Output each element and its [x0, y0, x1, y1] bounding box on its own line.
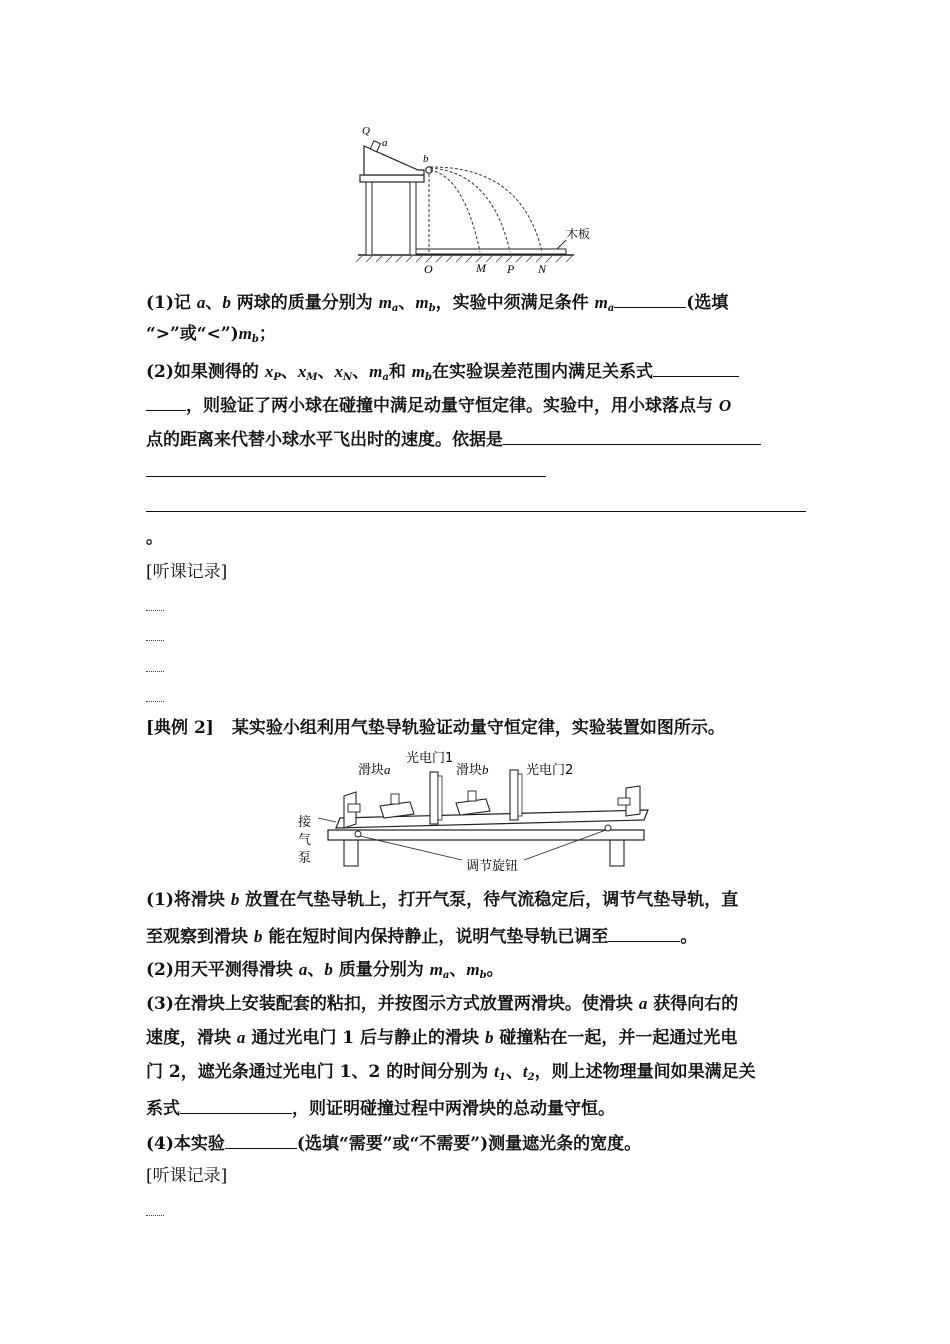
trajectory-P [430, 168, 510, 252]
label-a: a [382, 137, 388, 149]
answer-blank-2c[interactable] [503, 427, 761, 445]
photogate-2 [510, 770, 518, 820]
label-M: M [476, 261, 486, 275]
support-leg-right [610, 840, 624, 866]
label-wood-board: 木板 [566, 227, 591, 241]
notes-label-2: [听课记录] [146, 1166, 228, 1186]
question-2-line-3: 点的距离来代替小球水平飞出时的速度。依据是 [146, 427, 806, 450]
notes-dots [146, 671, 164, 672]
label-pump-3: 泵 [298, 851, 312, 866]
track-base [328, 830, 644, 840]
example-2-q4: (4)本实验 (选填“需要”或“不需要”)测量遮光条的宽度。 [146, 1131, 806, 1154]
example-2-q3-line-1: (3)在滑块上安装配套的粘扣，并按图示方式放置两滑块。使滑块 a 获得向右的 [146, 994, 739, 1014]
question-2-line-2: ，则验证了两小球在碰撞中满足动量守恒定律。实验中，用小球落点与 O [146, 393, 806, 416]
ball-a-block [370, 141, 380, 152]
example-2-q3-line-4: 系式 ，则证明碰撞过程中两滑块的总动量守恒。 [146, 1096, 806, 1119]
wood-board [416, 249, 566, 254]
air-track-figure [292, 748, 662, 878]
answer-blank-e1[interactable] [608, 924, 680, 942]
notes-dots [146, 1215, 164, 1216]
trajectory-M [430, 170, 480, 252]
answer-blank-e4[interactable] [225, 1131, 297, 1149]
answer-blank-1[interactable] [614, 290, 686, 308]
label-P: P [507, 262, 515, 276]
notes-dots [146, 701, 164, 702]
example-2-q3-line-2: 速度，滑块 a 通过光电门 1 后与静止的滑块 b 碰撞粘在一起，并一起通过光电 [146, 1028, 738, 1048]
example-2-q3-line-3: 门 2，遮光条通过光电门 1、2 的时间分别为 $t_1$、$t_2$，则上述物理量间如果满足关 [146, 1062, 756, 1083]
answer-rule-2e[interactable] [146, 511, 806, 512]
label-gate-2: 光电门2 [526, 763, 574, 778]
example-2-heading: [典例 2] 某实验小组利用气垫导轨验证动量守恒定律，实验装置如图所示。 [146, 718, 725, 738]
example-2-q1-line-1: (1)将滑块 b 放置在气垫导轨上，打开气泵，待气流稳定后，调节气垫导轨，直 [146, 890, 739, 910]
answer-blank-e3[interactable] [180, 1096, 292, 1114]
notes-dots [146, 640, 164, 641]
notes-dots [146, 610, 164, 611]
question-2-period: 。 [146, 528, 163, 548]
answer-rule-2d[interactable] [146, 476, 546, 477]
support-leg-left [344, 840, 358, 866]
label-O: O [424, 262, 433, 276]
table-leg-right [410, 182, 416, 255]
table-leg-left [366, 182, 372, 255]
example-2-q2: (2)用天平测得滑块 a、b 质量分别为 $m_a$、$m_b$。 [146, 960, 504, 981]
collision-apparatus-figure [352, 120, 592, 280]
label-slider-b: 滑块b [456, 762, 489, 778]
question-2-line-1: (2)如果测得的 $x_P$、$x_M$、$x_N$、$m_a$和 $m_b$在实验误差范围内满足关系式 [146, 359, 806, 382]
photogate-1 [430, 772, 438, 824]
example-2-q1-line-2: 至观察到滑块 b 能在短时间内保持静止，说明气垫导轨已调至 。 [146, 924, 806, 947]
label-pump-1: 接 [298, 815, 312, 830]
answer-blank-2a[interactable] [653, 359, 739, 377]
label-Q: Q [362, 125, 370, 137]
question-1-line-1: (1)记 a、b 两球的质量分别为 $m_a$、$m_b$，实验中须满足条件 $m_a$ (选填 [146, 290, 806, 313]
trajectory-N [430, 167, 542, 252]
answer-blank-2b[interactable] [146, 393, 186, 411]
label-adjust-knob: 调节旋钮 [466, 859, 519, 874]
label-slider-a: 滑块a [358, 762, 391, 778]
label-pump-2: 气 [298, 833, 312, 848]
question-1-line-2: “>”或“$<”)m_b$； [146, 324, 276, 345]
notes-label-1: [听课记录] [146, 562, 228, 582]
label-N: N [538, 262, 547, 276]
table-top [360, 175, 424, 182]
label-b: b [423, 153, 429, 165]
label-gate-1: 光电门1 [406, 751, 454, 766]
